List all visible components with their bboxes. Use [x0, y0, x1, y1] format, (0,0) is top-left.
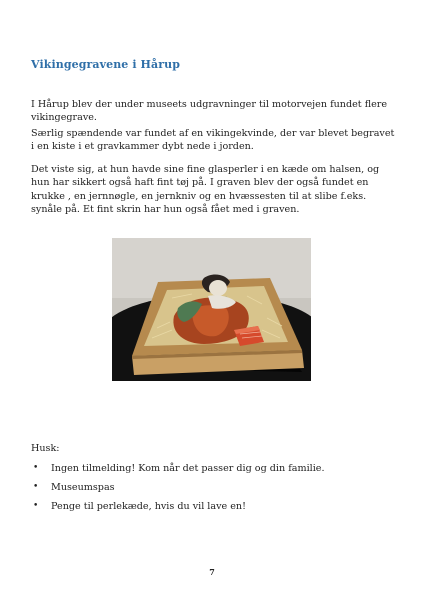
viking-grave-photo — [112, 238, 311, 381]
reminder-title: Husk: — [31, 443, 60, 454]
list-item — [31, 462, 325, 481]
paragraph-grave-finds: Det viste sig, at hun havde sine fine glasperler i en kæde om halsen, og hun har sikkert også haft fint tøj på. I graven blev der også fundet en krukke , en jernnøgle, en jernkniv og en hvæssesten til at slibe f.eks. synåle på. Et fint skrin har hun også fået med i graven. — [31, 164, 380, 216]
list-item — [31, 481, 325, 500]
bullet-icon: • — [33, 463, 39, 473]
bullet-icon: • — [33, 501, 39, 511]
list-item — [31, 500, 325, 519]
paragraph-viking-woman: Særlig spændende var fundet af en vikingekvinde, der var blevet begravet i en kiste i et gravkammer dybt nede i jorden. — [31, 128, 395, 153]
reminder-item-text: Ingen tilmelding! Kom når det passer dig og din familie. — [51, 463, 325, 474]
page-number: 7 — [209, 567, 215, 577]
bullet-icon: • — [33, 482, 39, 492]
reminder-list — [31, 462, 325, 519]
page-heading: Vikingegravene i Hårup — [31, 58, 181, 71]
paragraph-intro: I Hårup blev der under museets udgravninger til motorvejen fundet flere vikingegrave. — [31, 99, 388, 124]
reminder-item-text: Museumspas — [51, 482, 115, 493]
reminder-item-text: Penge til perlekæde, hvis du vil lave en! — [51, 501, 246, 512]
